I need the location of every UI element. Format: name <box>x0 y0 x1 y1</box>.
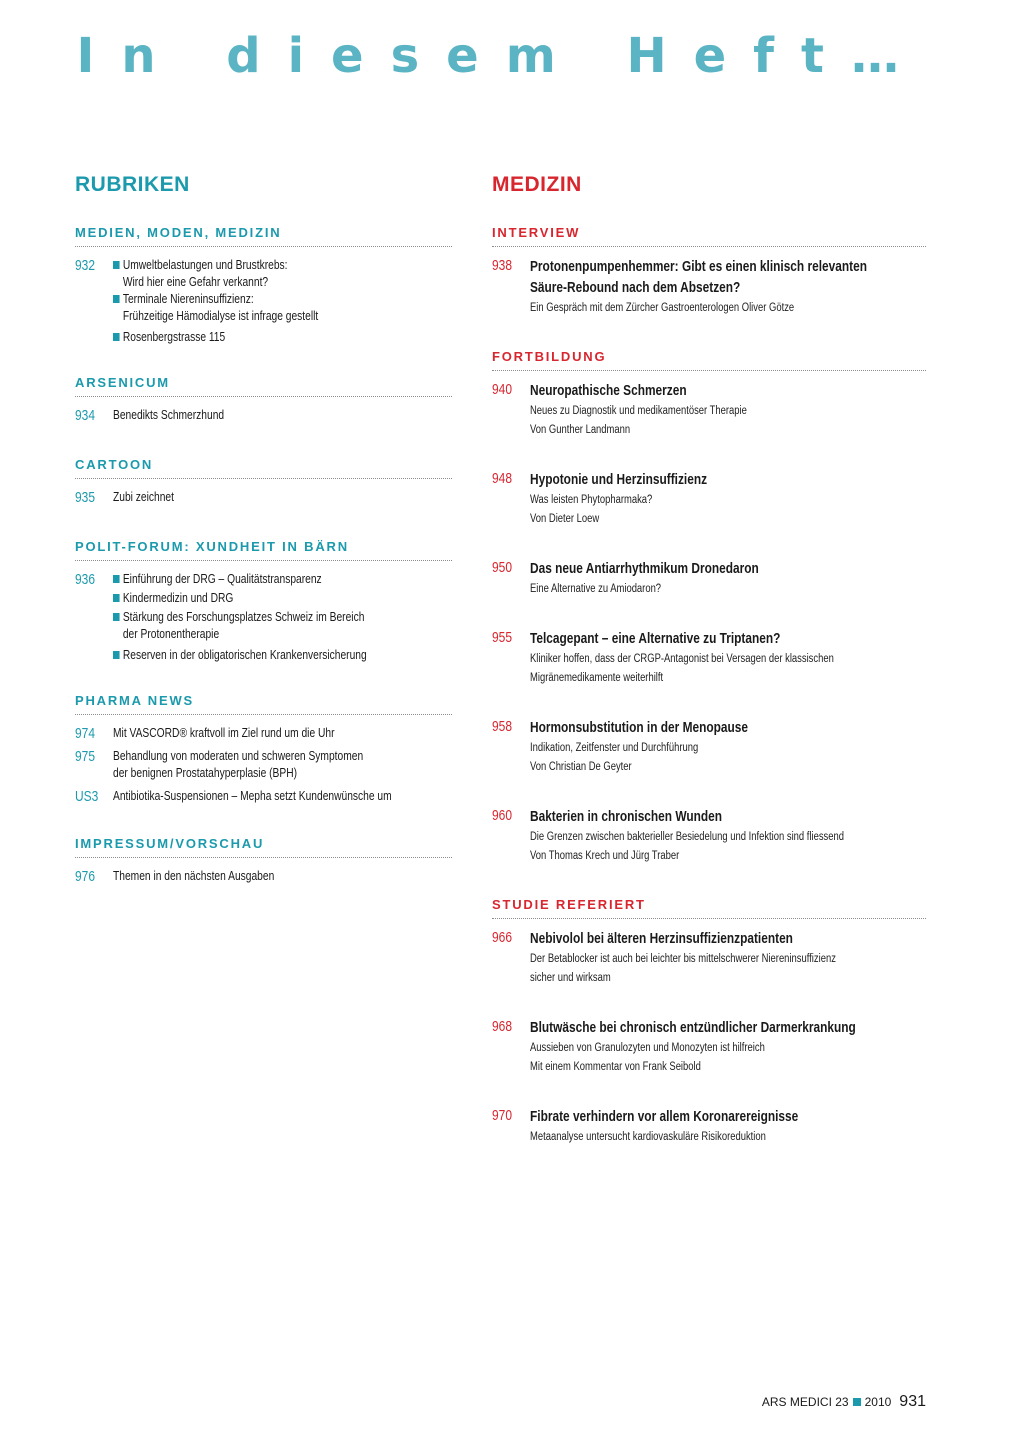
section-title: FORTBILDUNG <box>492 349 607 364</box>
divider <box>75 392 452 397</box>
toc-entry[interactable] <box>492 807 926 866</box>
item-text: Zubi zeichnet <box>113 490 174 504</box>
item-text: Rosenbergstrasse 115 <box>122 330 226 344</box>
page-number: 970 <box>492 1107 513 1124</box>
item-text: Reserven in der obligatorischen Krankenversicherung <box>122 648 367 662</box>
toc-entry[interactable] <box>75 788 452 805</box>
article-author: Von Thomas Krech und Jürg Traber <box>530 850 680 862</box>
page-number: 938 <box>492 257 513 274</box>
article-title: Säure-Rebound nach dem Absetzen? <box>530 280 741 296</box>
bullet-square-icon <box>113 575 120 583</box>
divider <box>75 853 452 858</box>
article-subtitle: Neues zu Diagnostik und medikamentöser Therapie <box>530 405 747 417</box>
article-subtitle: Der Betablocker ist auch bei leichter bis mittelschwerer Niereninsuffizienz <box>530 953 836 965</box>
medizin-column <box>492 170 926 1147</box>
item-text: Terminale Niereninsuffizienz: <box>122 292 254 306</box>
bullet-square-icon <box>113 333 120 341</box>
divider <box>492 366 926 371</box>
bullet-square-icon <box>113 295 120 303</box>
item-text: der benignen Prostatahyperplasie (BPH) <box>113 766 298 780</box>
toc-entry[interactable] <box>75 571 452 664</box>
divider <box>492 242 926 247</box>
toc-entry[interactable] <box>492 559 926 599</box>
article-subtitle: Metaanalyse untersucht kardiovaskuläre Risikoreduktion <box>530 1131 766 1143</box>
article-title: Hormonsubstitution in der Menopause <box>530 720 748 736</box>
section-pharma-news <box>75 692 452 805</box>
article-title: Fibrate verhindern vor allem Koronarereignisse <box>530 1109 799 1125</box>
toc-entry[interactable] <box>492 1107 926 1147</box>
section-title: CARTOON <box>75 457 154 472</box>
section-title: MEDIEN, MODEN, MEDIZIN <box>75 225 282 240</box>
page-number: 935 <box>75 489 96 506</box>
article-subtitle: sicher und wirksam <box>530 972 611 984</box>
page-number: 950 <box>492 559 513 576</box>
article-subtitle: Was leisten Phytopharmaka? <box>530 494 653 506</box>
toc-entry[interactable] <box>492 381 926 440</box>
page-number: 966 <box>492 929 513 946</box>
toc-entry[interactable] <box>75 748 452 782</box>
article-title: Nebivolol bei älteren Herzinsuffizienzpatienten <box>530 931 793 947</box>
item-text: Mit VASCORD® kraftvoll im Ziel rund um die Uhr <box>113 726 335 740</box>
item-text: Themen in den nächsten Ausgaben <box>113 869 275 883</box>
bullet-square-icon <box>113 261 120 269</box>
page-number: 932 <box>75 257 96 274</box>
section-title: PHARMA NEWS <box>75 693 194 708</box>
article-title: Blutwäsche bei chronisch entzündlicher Darmerkrankung <box>530 1020 856 1036</box>
page-number: 936 <box>75 571 96 588</box>
section-polit-forum <box>75 538 452 664</box>
section-title: IMPRESSUM/VORSCHAU <box>75 836 265 851</box>
divider <box>75 710 452 715</box>
section-medien <box>75 224 452 346</box>
bullet-square-icon <box>113 651 120 659</box>
article-subtitle: Die Grenzen zwischen bakterieller Besiedelung und Infektion sind fliessend <box>530 831 844 843</box>
section-fortbildung <box>492 348 926 866</box>
bullet-square-icon <box>113 594 120 602</box>
toc-entry[interactable] <box>75 725 452 742</box>
article-title: Das neue Antiarrhythmikum Dronedaron <box>530 561 759 577</box>
page-number: 940 <box>492 381 513 398</box>
journal-name: ARS MEDICI 23 <box>761 1395 849 1409</box>
page-number: 934 <box>75 407 96 424</box>
item-text: Umweltbelastungen und Brustkrebs: <box>122 258 288 272</box>
divider <box>492 914 926 919</box>
divider <box>75 242 452 247</box>
section-interview <box>492 224 926 318</box>
item-text: Frühzeitige Hämodialyse ist infrage gestellt <box>122 309 319 323</box>
article-title: Protonenpumpenhemmer: Gibt es einen klinisch relevanten <box>530 259 867 275</box>
toc-entry[interactable] <box>492 257 926 318</box>
item-text: Wird hier eine Gefahr verkannt? <box>122 275 269 289</box>
article-title: Telcagepant – eine Alternative zu Triptanen? <box>530 631 781 647</box>
section-studie-referiert <box>492 896 926 1147</box>
page-number: 958 <box>492 718 513 735</box>
article-title: Hypotonie und Herzinsuffizienz <box>530 472 708 488</box>
divider <box>75 556 452 561</box>
bullet-square-icon <box>113 613 120 621</box>
section-title: POLIT-FORUM: XUNDHEIT IN BÄRN <box>75 539 349 554</box>
page-number: 975 <box>75 748 96 765</box>
article-author: Von Christian De Geyter <box>530 761 632 773</box>
article-author: Von Gunther Landmann <box>530 424 631 436</box>
toc-entry[interactable] <box>75 257 452 346</box>
article-subtitle: Ein Gespräch mit dem Zürcher Gastroenterologen Oliver Götze <box>530 302 795 314</box>
toc-entry[interactable] <box>75 868 452 885</box>
rubriken-heading: RUBRIKEN <box>75 173 190 196</box>
section-cartoon <box>75 456 452 506</box>
divider <box>75 474 452 479</box>
year: 2010 <box>864 1395 892 1409</box>
rubriken-column <box>75 170 452 885</box>
page-footer <box>762 1393 926 1411</box>
toc-entry[interactable] <box>492 929 926 988</box>
section-impressum <box>75 835 452 885</box>
article-subtitle: Eine Alternative zu Amiodaron? <box>530 583 662 595</box>
page-number: 960 <box>492 807 513 824</box>
page-number: 931 <box>899 1393 926 1410</box>
section-arsenicum <box>75 374 452 424</box>
item-text: Einführung der DRG – Qualitätstransparenz <box>122 572 322 586</box>
article-subtitle: Indikation, Zeitfenster und Durchführung <box>530 742 699 754</box>
section-title: ARSENICUM <box>75 375 170 390</box>
medizin-heading: MEDIZIN <box>492 173 582 196</box>
page-number: 968 <box>492 1018 513 1035</box>
toc-entry[interactable] <box>492 470 926 529</box>
toc-entry[interactable] <box>75 407 452 424</box>
item-text: Antibiotika-Suspensionen – Mepha setzt Kundenwünsche um <box>113 789 392 803</box>
article-subtitle: Aussieben von Granulozyten und Monozyten ist hilfreich <box>530 1042 765 1054</box>
section-title: INTERVIEW <box>492 225 581 240</box>
article-author: Mit einem Kommentar von Frank Seibold <box>530 1061 701 1073</box>
article-author: Von Dieter Loew <box>530 513 600 525</box>
item-text: Benedikts Schmerzhund <box>113 408 225 422</box>
separator-square-icon <box>853 1398 861 1406</box>
article-subtitle: Migränemedikamente weiterhilft <box>530 672 664 684</box>
section-title: STUDIE REFERIERT <box>492 897 646 912</box>
page-number: US3 <box>75 788 99 805</box>
toc-entry[interactable] <box>492 629 926 688</box>
toc-entry[interactable] <box>75 489 452 506</box>
item-text: der Protonentherapie <box>122 627 220 641</box>
article-subtitle: Kliniker hoffen, dass der CRGP-Antagonist bei Versagen der klassischen <box>530 653 834 665</box>
page-number: 976 <box>75 868 96 885</box>
page-number: 974 <box>75 725 96 742</box>
page-number: 948 <box>492 470 513 487</box>
article-title: Neuropathische Schmerzen <box>530 383 687 399</box>
toc-entry[interactable] <box>492 1018 926 1077</box>
item-text: Kindermedizin und DRG <box>122 591 234 605</box>
page-number: 955 <box>492 629 513 646</box>
toc-entry[interactable] <box>492 718 926 777</box>
article-title: Bakterien in chronischen Wunden <box>530 809 723 825</box>
item-text: Behandlung von moderaten und schweren Symptomen <box>113 749 364 763</box>
item-text: Stärkung des Forschungsplatzes Schweiz im Bereich <box>122 610 365 624</box>
page-title: In diesem Heft… <box>76 28 926 84</box>
